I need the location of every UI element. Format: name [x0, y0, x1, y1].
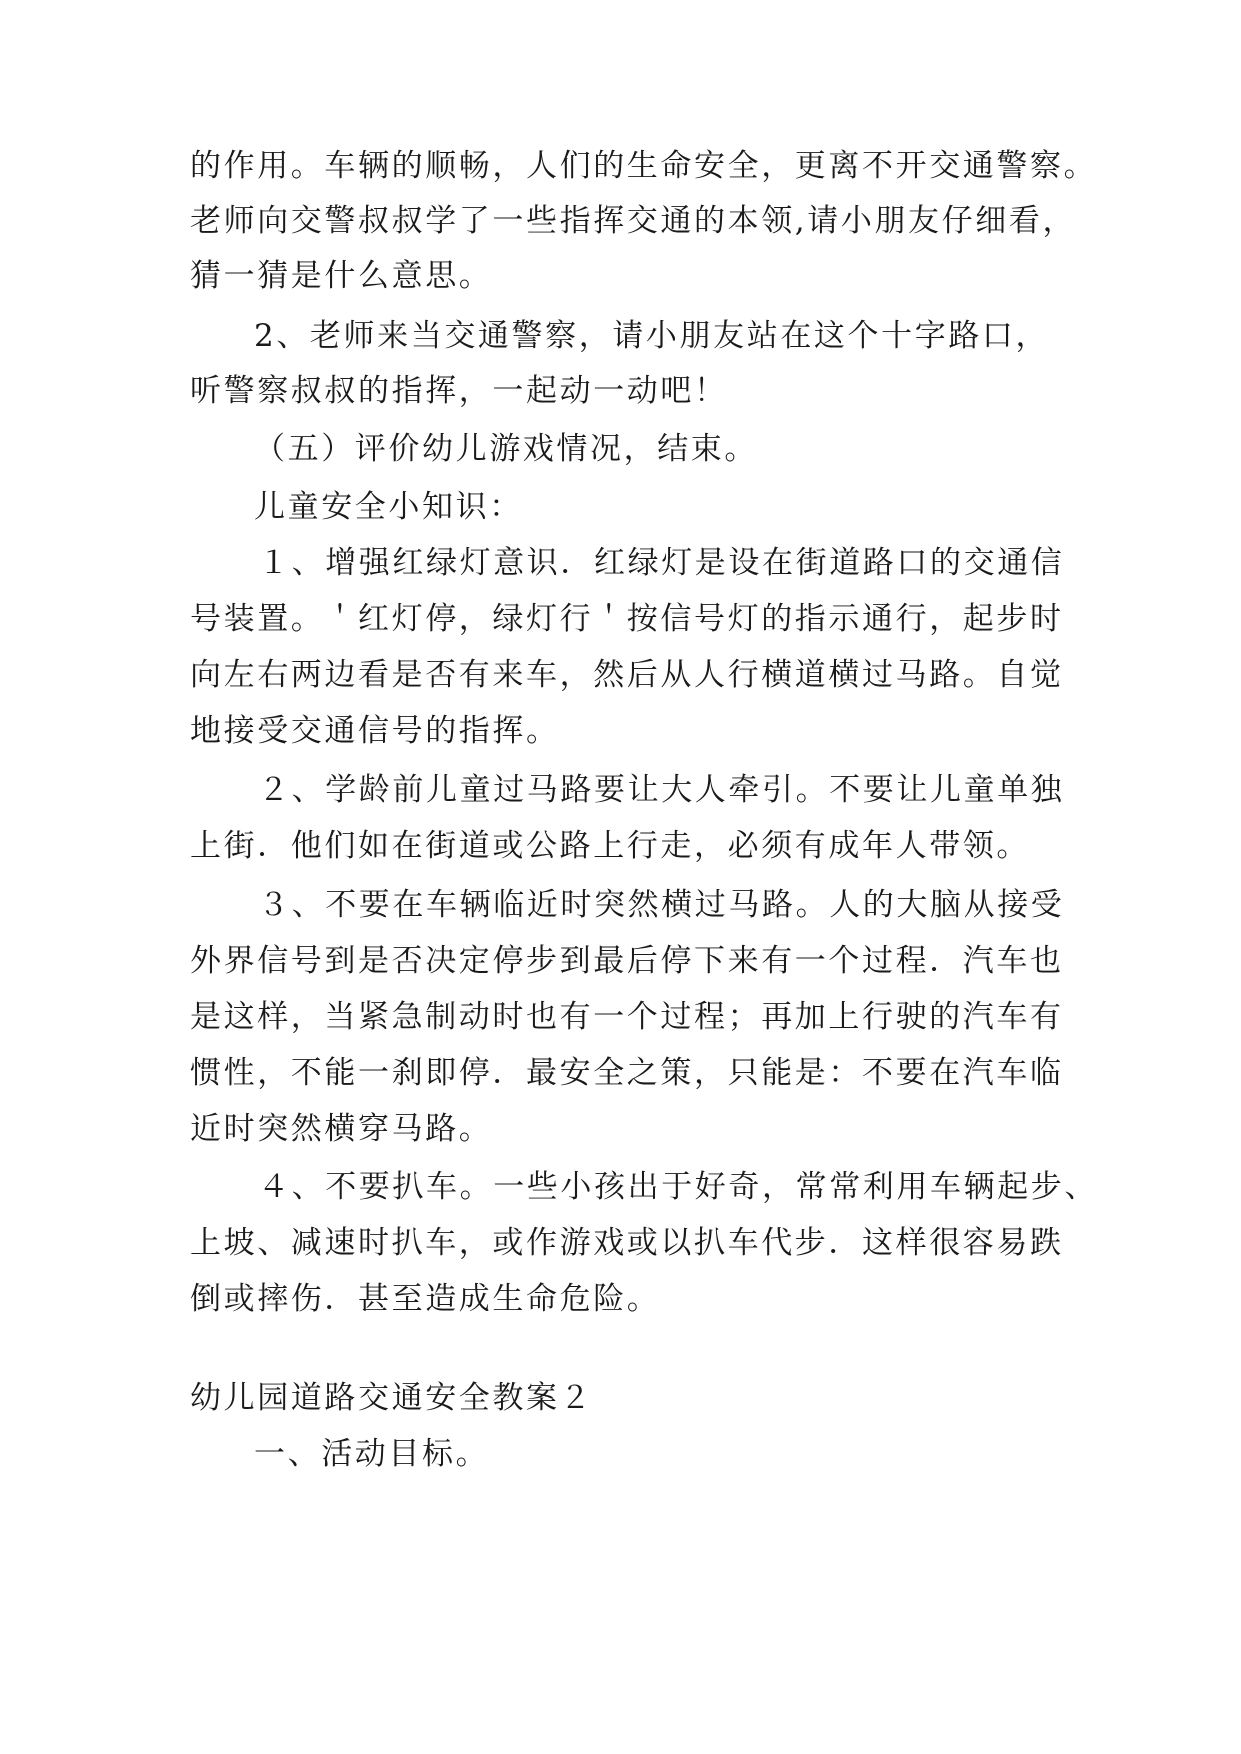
paragraph-line: 上坡、减速时扒车，或作游戏或以扒车代步．这样很容易跌 [190, 1225, 1064, 1261]
paragraph-line: 猜一猜是什么意思。 [190, 258, 493, 294]
paragraph-line: 号装置。＇红灯停，绿灯行＇按信号灯的指示通行，起步时 [190, 601, 1064, 637]
paragraph-line: 倒或摔伤．甚至造成生命危险。 [190, 1281, 661, 1317]
paragraph-line: 听警察叔叔的指挥，一起动一动吧！ [190, 373, 728, 409]
paragraph-line: 近时突然横穿马路。 [190, 1111, 493, 1147]
paragraph-line: 惯性，不能一刹即停．最安全之策，只能是：不要在汽车临 [190, 1055, 1064, 1091]
section-heading: 儿童安全小知识： [254, 489, 523, 525]
paragraph-line: 上街．他们如在街道或公路上行走，必须有成年人带领。 [190, 828, 1030, 864]
paragraph-line: 地接受交通信号的指挥。 [190, 713, 560, 749]
paragraph-line: 2、老师来当交通警察，请小朋友站在这个十字路口， [254, 318, 1050, 354]
section-heading: 一、活动目标。 [254, 1436, 490, 1472]
paragraph-line: 是这样，当紧急制动时也有一个过程；再加上行驶的汽车有 [190, 999, 1064, 1035]
paragraph-line: １、增强红绿灯意识．红绿灯是设在街道路口的交通信 [258, 545, 1065, 581]
paragraph-line: 的作用。车辆的顺畅，人们的生命安全，更离不开交通警察。 [190, 148, 1098, 184]
document-title: 幼儿园道路交通安全教案２ [190, 1380, 594, 1416]
paragraph-line: ２、学龄前儿童过马路要让大人牵引。不要让儿童单独 [258, 772, 1065, 808]
paragraph-line: （五）评价幼儿游戏情况，结束。 [254, 431, 758, 467]
paragraph-line: 外界信号到是否决定停步到最后停下来有一个过程．汽车也 [190, 943, 1064, 979]
paragraph-line: ３、不要在车辆临近时突然横过马路。人的大脑从接受 [258, 887, 1065, 923]
paragraph-line: 向左右两边看是否有来车，然后从人行横道横过马路。自觉 [190, 657, 1064, 693]
paragraph-line: ４、不要扒车。一些小孩出于好奇，常常利用车辆起步、 [258, 1169, 1098, 1205]
paragraph-line: 老师向交警叔叔学了一些指挥交通的本领,请小朋友仔细看， [190, 203, 1077, 239]
